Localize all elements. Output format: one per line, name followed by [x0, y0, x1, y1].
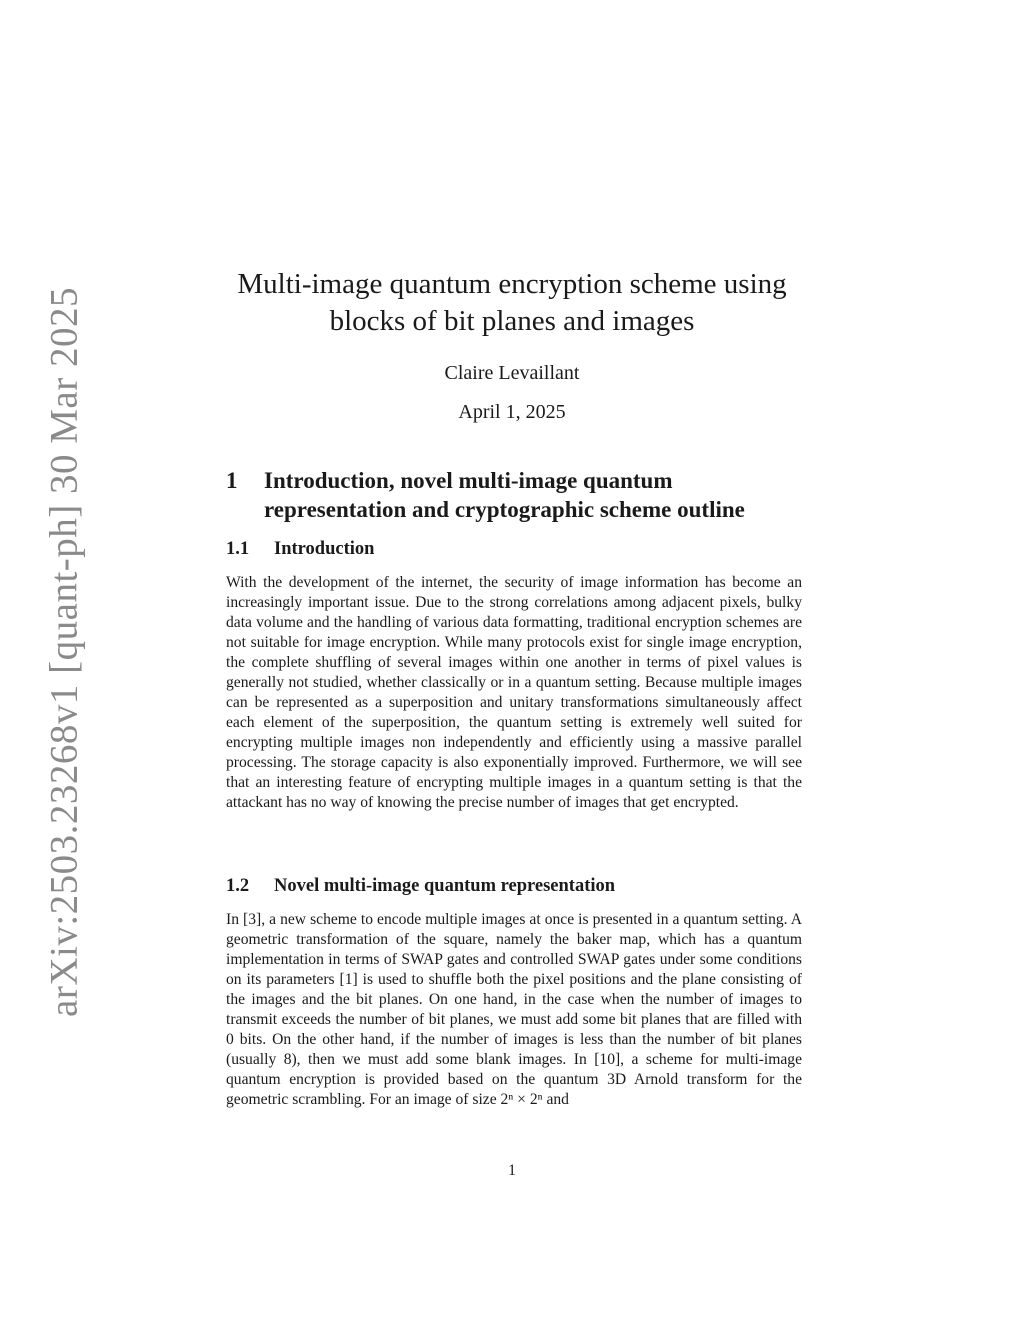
section-1-heading: [226, 466, 802, 524]
subsection-1-1-heading: [226, 539, 374, 560]
page-number: 1: [508, 1162, 516, 1179]
subsection-number: 1.2: [226, 876, 250, 896]
arxiv-identifier-stamp: arXiv:2503.23268v1 [quant-ph] 30 Mar 2025: [42, 287, 86, 1017]
publication-date: April 1, 2025: [458, 401, 566, 423]
section-number: 1: [226, 468, 238, 493]
subsection-1-2-heading: [226, 876, 615, 897]
subsection-title: Introduction: [274, 539, 375, 559]
paper-title: [200, 266, 824, 340]
section-title: Introduction, novel multi-image quantum representation and cryptographic scheme outline: [264, 468, 745, 522]
introduction-paragraph: With the development of the internet, the security of image information has become an increasingly important issue. Due to the strong correlations among adjacent pixels, bulky data volume and the handling of various data formatting, traditional encryption schemes are not suitable for image encryption. While many protocols exist for single image encryption, the complete shuffling of several images within one another in terms of pixel values is generally not studied, whether classically or in a quantum setting. Because multiple images can be represented as a superposition and unitary transformations simultaneously affect each element of the superposition, the quantum setting is extremely well suited for encrypting multiple images non independently and efficiently using a massive parallel processing. The storage capacity is also exponentially improved. Furthermore, we will see that an interesting feature of encrypting multiple images in a quantum setting is that the attackant has no way of knowing the precise number of images that get encrypted.: [226, 574, 802, 811]
representation-paragraph: In [3], a new scheme to encode multiple images at once is presented in a quantum setting. A geometric transformation of the square, namely the baker map, which has a quantum implementation in terms of SWAP gates and controlled SWAP gates under some conditions on its parameters [1] is used to shuffle both the pixel positions and the plane consisting of the images and the bit planes. On one hand, in the case when the number of images to transmit exceeds the number of bit planes, we must add some bit planes that are filled with 0 bits. On the other hand, if the number of images is less than the number of bit planes (usually 8), then we must add some blank images. In [10], a scheme for multi-image quantum encryption is provided based on the quantum 3D Arnold transform for the geometric scrambling. For an image of size 2ⁿ × 2ⁿ and: [226, 911, 802, 1108]
title-line-1: Multi-image quantum encryption scheme using: [237, 268, 787, 300]
subsection-number: 1.1: [226, 539, 250, 559]
subsection-title: Novel multi-image quantum representation: [274, 876, 616, 896]
author-name: Claire Levaillant: [444, 362, 580, 384]
title-line-2: blocks of bit planes and images: [329, 305, 695, 337]
